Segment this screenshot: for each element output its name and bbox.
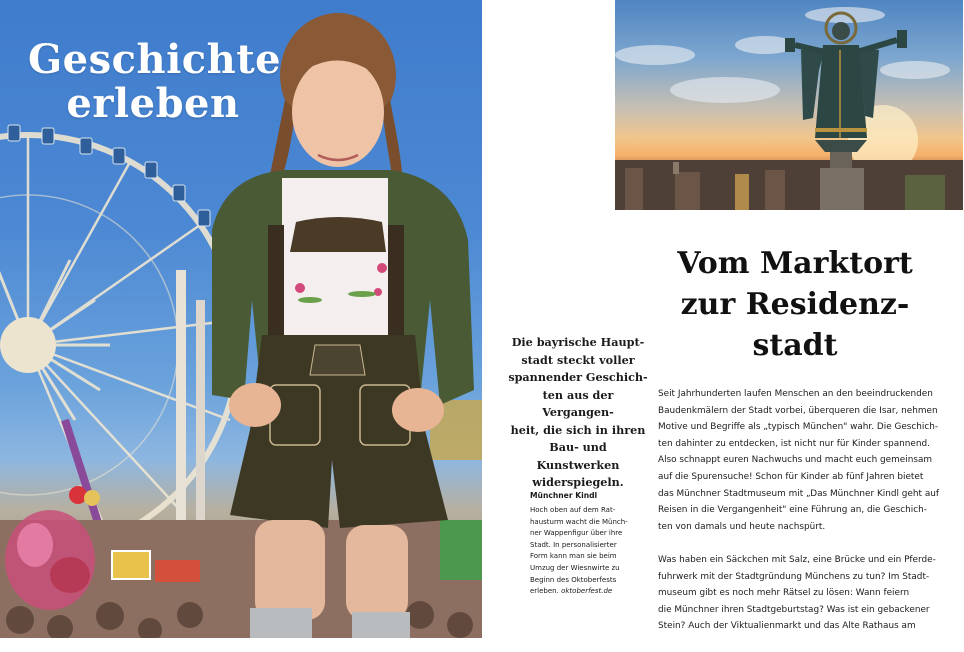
body-line: Stein? Auch der Viktualienmarkt und das Alte Rathaus am [658, 621, 916, 632]
body-line: Motive und Begriffe als „typisch München" wahr. Die Geschich- [658, 422, 939, 433]
body-line: Reisen in die Vergangenheit" eine Führung an, die Geschich- [658, 505, 927, 516]
sidebar-line: Umzug der Wiesnwirte zu [530, 563, 620, 572]
sidebar-line: Form kann man sie beim [530, 552, 617, 561]
body-line: Was haben ein Säckchen mit Salz, eine Brücke und ein Pferde- [658, 554, 936, 565]
sidebar-line: hausturm wacht die Münch- [530, 517, 628, 526]
teaser-line: spannender Geschich- [508, 370, 648, 384]
body-line: auf die Spurensuche! Schon für Kinder ab fünf Jahren bietet [658, 471, 924, 482]
oktoberfest-girl-photo [0, 0, 482, 638]
wheel-hub [0, 317, 56, 373]
gondolas [8, 125, 210, 226]
sidebar-heading: Münchner Kindl [530, 491, 598, 500]
article-title [655, 243, 935, 366]
body-line: Baudenkmälern der Stadt vorbei, überqueren die Isar, nehmen [658, 405, 938, 416]
body-line: Seit Jahrhunderten laufen Menschen an den beeindruckenden [658, 389, 933, 399]
headline-line-2: erleben [66, 80, 240, 127]
stall-sign [112, 551, 150, 579]
teaser-line: heit, die sich in ihren [510, 422, 646, 437]
sidebar-text [530, 505, 648, 598]
body-line: museum gibt es noch mehr Rätsel zu lösen: Wann feiern [658, 588, 910, 599]
title-line-3: stadt [752, 328, 838, 363]
sidebar-line: Beginn des Oktoberfests [530, 575, 617, 584]
body-line: fuhrwerk mit der Stadtgründung Münchens zu tun? Im Stadt- [658, 571, 930, 582]
article-body [658, 386, 943, 652]
article-teaser [508, 334, 648, 492]
teaser-line: Die bayrische Haupt- [511, 335, 645, 349]
body-line: das Münchner Stadtmuseum mit „Das Münchner Kindl geht auf [658, 488, 940, 499]
title-line-2: zur Residenz- [680, 287, 910, 322]
body-line: die Münchner ihren Stadtgeburtstag? Was ist ein gebackener [658, 604, 930, 615]
teaser-line: Bau- und Kunstwerken [536, 440, 620, 472]
body-paragraph-1 [658, 386, 943, 535]
info-sidebar [530, 490, 648, 598]
body-line: ten von damals und heute nachspürt. [658, 521, 826, 532]
sidebar-line: ner Wappenfigur über ihre [530, 529, 623, 538]
oktoberfest-link[interactable]: oktoberfest.de [561, 587, 613, 596]
teaser-line: stadt steckt voller [521, 352, 635, 367]
body-line: Also schnappt euren Nachwuchs und macht euch gemeinsam [658, 455, 933, 466]
sidebar-line: erleben. [530, 587, 559, 596]
sidebar-line: Stadt. In personalisierter [530, 540, 617, 549]
sidebar-line: Hoch oben auf dem Rat- [530, 506, 616, 514]
headline-line-1: Geschichte [28, 36, 282, 83]
title-line-1: Vom Marktort [677, 246, 913, 281]
teaser-line: ten aus der Vergangen- [542, 387, 614, 419]
body-line: ten dahinter zu entdecken, ist nicht nur für Kinder spannend. [658, 438, 930, 449]
teaser-line: widerspiegeln. [532, 475, 624, 489]
clouds [615, 7, 950, 103]
body-paragraph-2 [658, 552, 943, 635]
muenchner-kindl-statue-photo [615, 0, 963, 210]
photo-illustration [615, 0, 963, 210]
page-headline [28, 36, 282, 127]
